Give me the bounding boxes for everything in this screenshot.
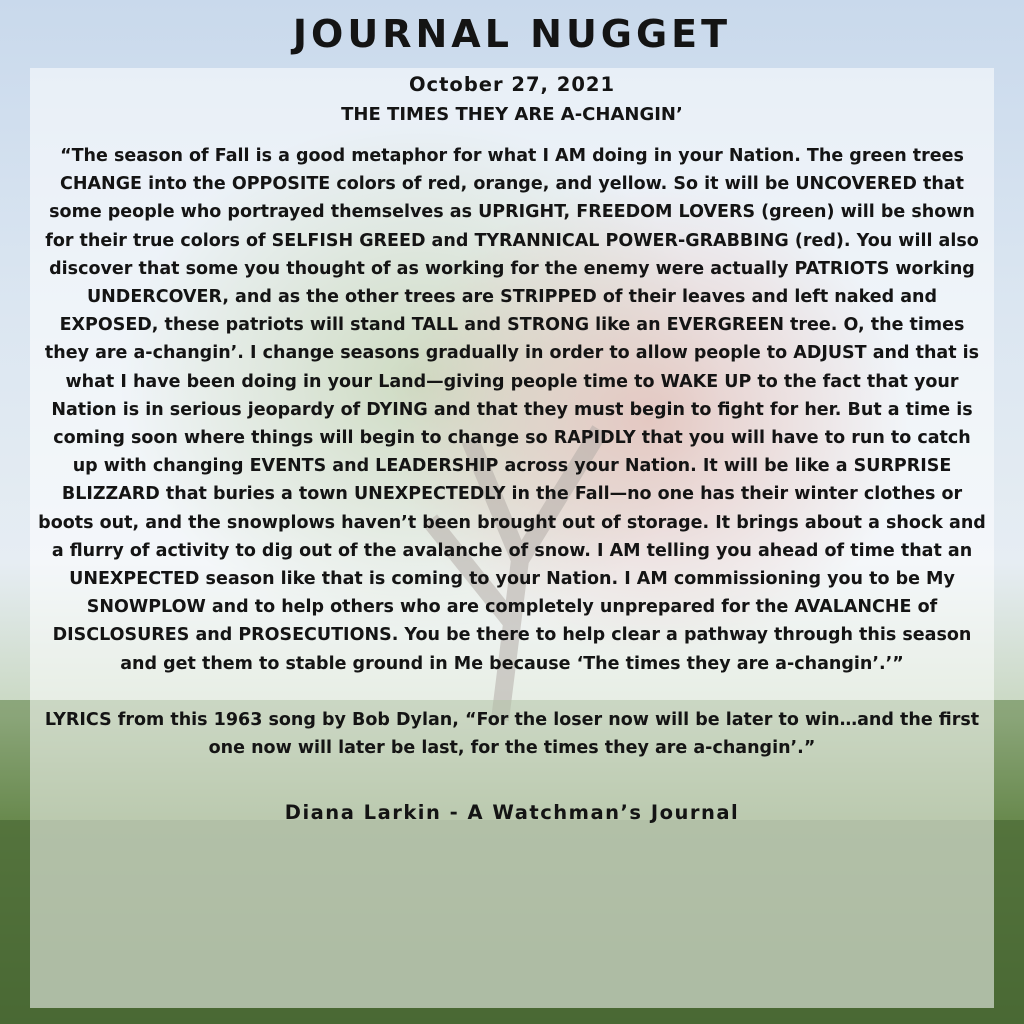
page-title: JOURNAL NUGGET (292, 12, 732, 56)
author-signature: Diana Larkin - A Watchman’s Journal (284, 801, 740, 825)
journal-entry (38, 72, 986, 826)
entry-subtitle: THE TIMES THEY ARE A-CHANGIN’ (341, 104, 683, 125)
lyrics-quote: LYRICS from this 1963 song by Bob Dylan, “For the loser now will be later to win…and the first one now will later be last, for the times they are a-changin’.” (44, 709, 980, 759)
entry-date: October 27, 2021 (408, 73, 616, 96)
entry-body: “The season of Fall is a good metaphor for what I AM doing in your Nation. The green trees CHANGE into the OPPOSITE colors of red, orange, and yellow. So it will be UNCOVERED that some people who portrayed themselves as UPRIGHT, FREEDOM LOVERS (green) will be shown for their true colors of SELFISH GREED and TYRANNICAL POWER-GRABBING (red). You will also discover that some you thought of as working for the enemy were actually PATRIOTS working UNDERCOVER, and as the other trees are STRIPPED of their leaves and left naked and EXPOSED, these patriots will stand TALL and STRONG like an EVERGREEN tree. O, the times they are a-changin’. I change seasons gradually in order to allow people to ADJUST and that is what I have been doing in your Land—giving people time to WAKE UP to the fact that your Nation is in serious jeopardy of DYING and that they must begin to fight for her. But a time is coming soon where things will begin to change so RAPIDLY that you will have to run to catch up with changing EVENTS and LEADERSHIP across your Nation. It will be like a SURPRISE BLIZZARD that buries a town UNEXPECTEDLY in the Fall—no one has their winter clothes or boots out, and the snowplows haven’t been brought out of storage. It brings about a shock and a flurry of activity to dig out of the avalanche of snow. I AM telling you ahead of time that an UNEXPECTED season like that is coming to your Nation. I AM commissioning you to be My SNOWPLOW and to help others who are completely unprepared for the AVALANCHE of DISCLOSURES and PROSECUTIONS. You be there to help clear a pathway through this season and get them to stable ground in Me because ‘The times they are a-changin’.’” (38, 146, 986, 674)
